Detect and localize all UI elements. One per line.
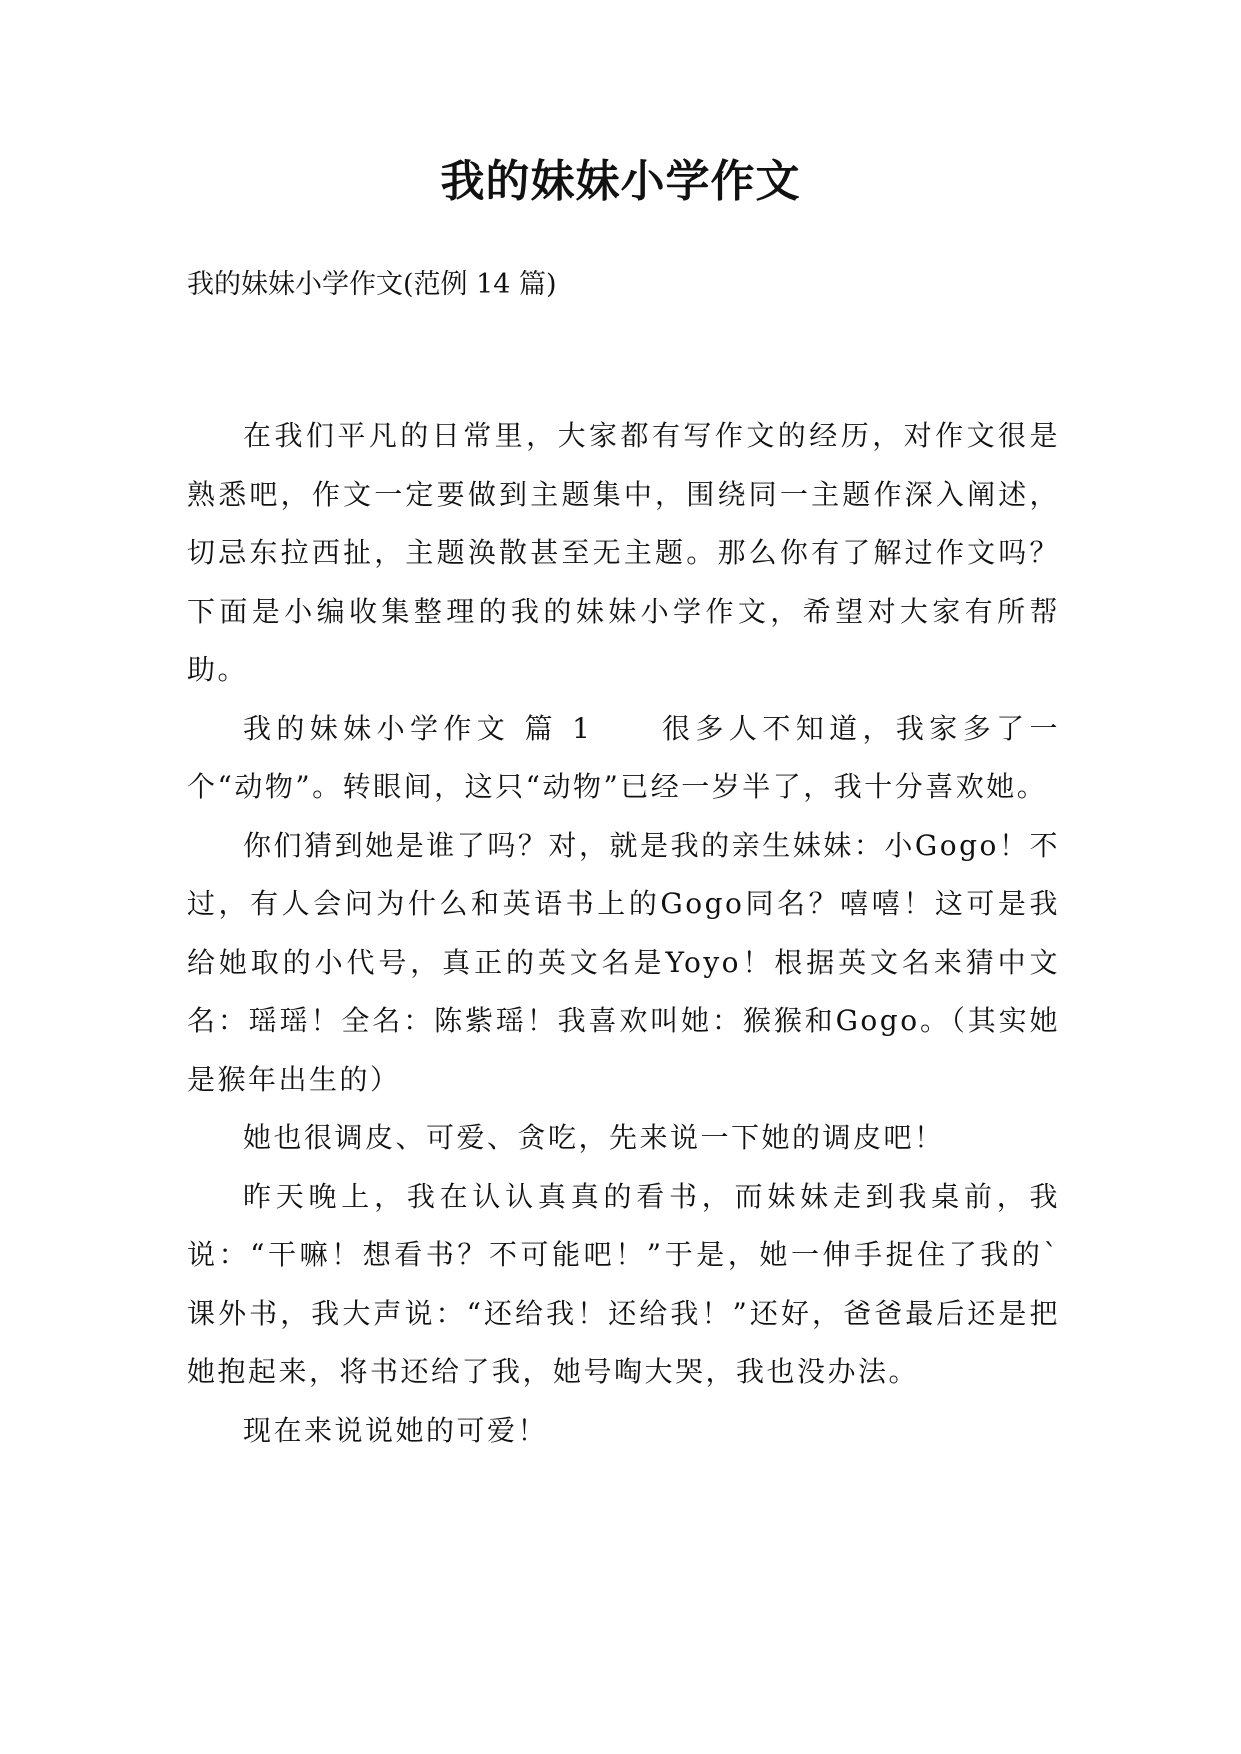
document-subtitle: 我的妹妹小学作文(范例 14 篇)	[187, 269, 557, 300]
paragraph: 现在来说说她的可爱！	[243, 1413, 549, 1447]
article-body	[187, 407, 1060, 1460]
paragraph: 在我们平凡的日常里，大家都有写作文的经历，对作文很是熟悉吧，作文一定要做到主题集中，围绕同一主题作深入阐述，切忌东拉西扯，主题涣散甚至无主题。那么你有了解过作文吗？下面是小编收集整理的我的妹妹小学作文，希望对大家有所帮助。	[187, 419, 1060, 686]
paragraph: 昨天晚上，我在认认真真的看书，而妹妹走到我桌前，我说：“干嘛！想看书？不可能吧！”于是，她一伸手捉住了我的`课外书，我大声说：“还给我！还给我！”还好，爸爸最后还是把她抱起来，将书还给了我，她号啕大哭，我也没办法。	[187, 1179, 1060, 1388]
paragraph: 我的妹妹小学作文 篇 1 很多人不知道，我家多了一个“动物”。转眼间，这只“动物”已经一岁半了，我十分喜欢她。	[187, 711, 1060, 803]
document-title: 我的妹妹小学作文	[440, 156, 801, 207]
paragraph: 你们猜到她是谁了吗？对，就是我的亲生妹妹：小Gogo！不过，有人会问为什么和英语书上的Gogo同名？嘻嘻！这可是我给她取的小代号，真正的英文名是Yoyo！根据英文名来猜中文名：瑶瑶！全名：陈紫瑶！我喜欢叫她：猴猴和Gogo。（其实她是猴年出生的）	[187, 828, 1060, 1096]
paragraph: 她也很调皮、可爱、贪吃，先来说一下她的调皮吧！	[243, 1121, 945, 1154]
